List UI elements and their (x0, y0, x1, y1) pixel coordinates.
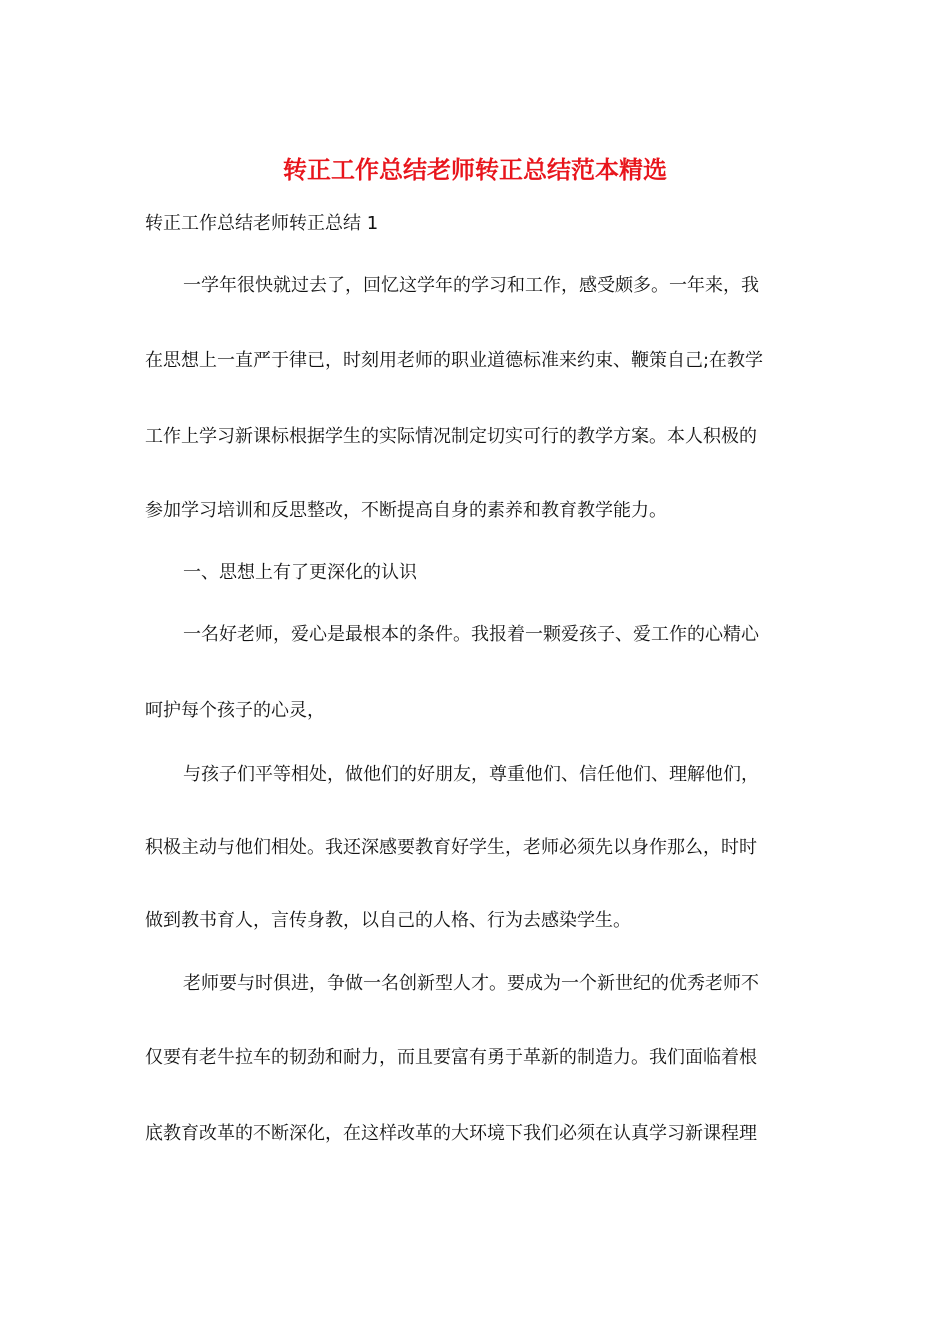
paragraph-line: 底教育改革的不断深化，在这样改革的大环境下我们必须在认真学习新课程理 (145, 1123, 757, 1144)
section-heading: 一、思想上有了更深化的认识 (183, 562, 417, 583)
paragraph-line: 一学年很快就过去了，回忆这学年的学习和工作，感受颇多。一年来，我 (183, 275, 759, 296)
paragraph-line: 老师要与时俱进，争做一名创新型人才。要成为一个新世纪的优秀老师不 (183, 973, 759, 994)
paragraph-line: 与孩子们平等相处，做他们的好朋友，尊重他们、信任他们、理解他们， (183, 764, 759, 785)
section-subtitle: 转正工作总结老师转正总结 1 (145, 213, 379, 234)
paragraph-line: 工作上学习新课标根据学生的实际情况制定切实可行的教学方案。本人积极的 (145, 426, 757, 447)
paragraph-line: 仅要有老牛拉车的韧劲和耐力，而且要富有勇于革新的制造力。我们面临着根 (145, 1047, 757, 1068)
paragraph-line: 积极主动与他们相处。我还深感要教育好学生，老师必须先以身作那么，时时 (145, 837, 757, 858)
paragraph-line: 做到教书育人，言传身教，以自己的人格、行为去感染学生。 (145, 910, 631, 931)
paragraph-line: 一名好老师，爱心是最根本的条件。我报着一颗爱孩子、爱工作的心精心 (183, 624, 759, 645)
document-title: 转正工作总结老师转正总结范本精选 (283, 155, 667, 184)
paragraph-line: 参加学习培训和反思整改，不断提高自身的素养和教育教学能力。 (145, 500, 667, 521)
paragraph-line: 呵护每个孩子的心灵， (145, 700, 325, 721)
paragraph-line: 在思想上一直严于律已，时刻用老师的职业道德标准来约束、鞭策自己;在教学 (145, 350, 764, 371)
